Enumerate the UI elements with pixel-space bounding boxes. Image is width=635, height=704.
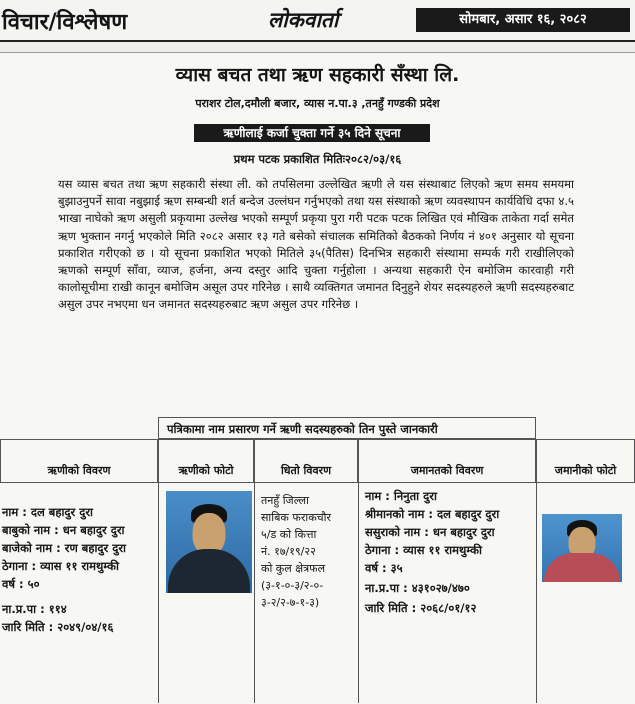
- guarantor-husband-label: श्रीमानको नाम :: [365, 507, 434, 521]
- borrower-address-line: [2, 557, 119, 575]
- collateral-line: ५/ड को कित्ता: [261, 528, 317, 541]
- borrower-name-label: नाम :: [2, 505, 27, 519]
- guarantor-photo-header: जमानीको फोटो: [536, 439, 635, 483]
- borrower-details-header: ऋणीको विवरण: [0, 439, 158, 483]
- borrower-photo-cell: [158, 483, 255, 703]
- borrower-address: व्यास ११ रामथुम्की: [40, 559, 119, 573]
- guarantor-age-line: [365, 559, 403, 577]
- guarantor-husband-line: [365, 505, 499, 523]
- notice-title: ऋणीलाई कर्जा चुक्ता गर्ने ३५ दिने सूचना: [194, 124, 430, 142]
- guarantor-details-header: जमानतको विवरण: [358, 439, 536, 483]
- borrower-address-label: ठेगाना :: [2, 559, 37, 573]
- guarantor-name-label: नाम :: [365, 489, 390, 503]
- collateral-line: नं. १७/१९/२२: [261, 545, 316, 558]
- first-publication-date: प्रथम पटक प्रकाशित मितिः२०८२/०३/१६: [233, 152, 402, 166]
- collateral-line: को कुल क्षेत्रफल: [261, 562, 326, 575]
- table-row: [0, 483, 635, 703]
- borrower-issue-label: जारि मिति :: [2, 620, 54, 634]
- borrower-citizenship-line: [2, 600, 67, 618]
- collateral-line: ३-२/२-७-१-३): [261, 596, 320, 609]
- borrower-issue-line: [2, 618, 113, 636]
- guarantor-details: [358, 483, 537, 703]
- borrower-father-line: [2, 521, 125, 539]
- guarantor-clothing: [544, 553, 620, 582]
- borrower-details: [0, 483, 158, 703]
- borrower-father: धन बहादुर दुरा: [62, 523, 125, 537]
- guarantor-address: व्यास ११ रामथुम्की: [403, 543, 482, 557]
- guarantor-age: ३५: [390, 561, 403, 575]
- borrower-photo-header: ऋणीको फोटो: [158, 439, 254, 483]
- section-title: विचार/विश्लेषण: [2, 10, 128, 35]
- guarantor-father-in-law-line: [365, 523, 495, 541]
- borrower-citizenship-label: ना.प्र.पा :: [2, 602, 45, 616]
- borrower-age: ५०: [27, 577, 40, 591]
- newspaper-header: [0, 0, 635, 42]
- guarantor-citizenship: ४३१०२७/४७०: [411, 581, 470, 595]
- collateral-line: तनहुँ जिल्ला: [261, 494, 309, 507]
- newspaper-name: लोकवार्ता: [268, 7, 339, 32]
- guarantor-issue-date: २०६८/०१/१२: [420, 601, 477, 615]
- guarantor-father-in-law: धन बहादुर दुरा: [432, 525, 495, 539]
- borrower-photo: [166, 491, 252, 593]
- guarantor-father-in-law-label: ससुराको नाम :: [365, 525, 429, 539]
- borrower-grandfather-label: बाजेको नाम :: [2, 541, 61, 555]
- public-notice: [0, 52, 635, 704]
- organization-address: पराशर टोल,दमौली बजार, व्यास न.पा.३ ,तनहुँ गण्डकी प्रदेश: [195, 97, 440, 110]
- guarantor-photo: [542, 514, 622, 582]
- guarantor-name-line: [365, 487, 437, 505]
- guarantor-address-label: ठेगाना :: [365, 543, 400, 557]
- borrower-father-label: बाबुको नाम :: [2, 523, 59, 537]
- guarantor-issue-line: [365, 599, 476, 617]
- guarantor-photo-cell: [536, 483, 635, 703]
- collateral-line: (३-१-०-३/२-०-: [261, 579, 324, 592]
- borrower-age-label: वर्ष :: [2, 577, 24, 591]
- borrower-issue-date: २०४९/०४/१६: [57, 620, 114, 634]
- guarantor-citizenship-label: ना.प्र.पा :: [365, 581, 408, 595]
- guarantor-address-line: [365, 541, 482, 559]
- borrower-name-line: [2, 503, 93, 521]
- collateral-header: धितो विवरण: [254, 439, 358, 483]
- guarantor-issue-label: जारि मिति :: [365, 601, 417, 615]
- collateral-line: साबिक फराकचौर: [261, 511, 331, 524]
- borrower-grandfather-line: [2, 539, 126, 557]
- publication-date: सोमबार, असार १६, २०८२: [416, 8, 630, 32]
- guarantor-citizenship-line: [365, 579, 470, 597]
- table-caption: पत्रिकामा नाम प्रसारण गर्ने ऋणी सदस्यहरुको तिन पुस्ते जानकारी: [158, 417, 536, 439]
- borrower-citizenship: ११४: [48, 602, 67, 616]
- guarantor-name: निनुता दुरा: [393, 489, 437, 503]
- guarantor-husband: दल बहादुर दुरा: [437, 507, 500, 521]
- notice-body: यस व्यास बचत तथा ऋण सहकारी संस्था ली. को तपसिलमा उल्लेखित ऋणी ले यस संस्थाबाट लिएको ऋण समय समयमा बुझाउनुपर्ने सावा नबुझाई ऋण सम्बन्धी शर्त बन्देज उल्लंघन गर्नुभएको तथा यस संस्थाको ऋण व्यवस्थापन कार्यविधि दफा ४.५ भाखा नाघेको ऋण असुली प्रकृयामा उल्लेख भएको सम्पूर्ण प्रकृया पुरा गरी पटक पटक लिखित एवं मौखिक ताकेता गर्दा समेत ऋण भुक्तान नगर्नु भएकोले मिति २०८२ असार १३ गते बसेको संचालक समितिको बैठकको निर्णय नं ४०१ अनुसार यो सूचना प्रकाशित गरीएको छ । यो सूचना प्रकाशित भएको मितिले ३५(पैतिस) दिनभित्र सहकारी संस्थामा सम्पर्क गरी राखीलिएको ऋणको सम्पूर्ण साँवा, व्याज, हर्जना, अन्य दस्तुर आदि चुक्ता गर्नुहोला । अन्यथा सहकारी ऐन बमोजिम कारवाही गरी कालोसूचीमा राखी कानून बमोजिम असूल उपर गरिनेछ । साथै व्यक्तिगत जमानत दिनुहुने शेयर सदस्यहरुले ऋणी सदस्यहरुबाट असुल उपर नभएमा धन जमानत सदस्यहरुबाट ऋण असुल उपर गरिनेछ ।: [58, 177, 574, 312]
- borrower-name: दल बहादुर दुरा: [30, 505, 94, 519]
- organization-name: व्यास बचत तथा ऋण सहकारी सँस्था लि.: [175, 64, 460, 86]
- collateral-details: [254, 483, 359, 703]
- borrower-age-line: [2, 575, 40, 593]
- borrower-grandfather: रण बहादुर दुरा: [64, 541, 127, 555]
- guarantor-age-label: वर्ष :: [365, 561, 387, 575]
- borrower-shirt: [168, 549, 250, 593]
